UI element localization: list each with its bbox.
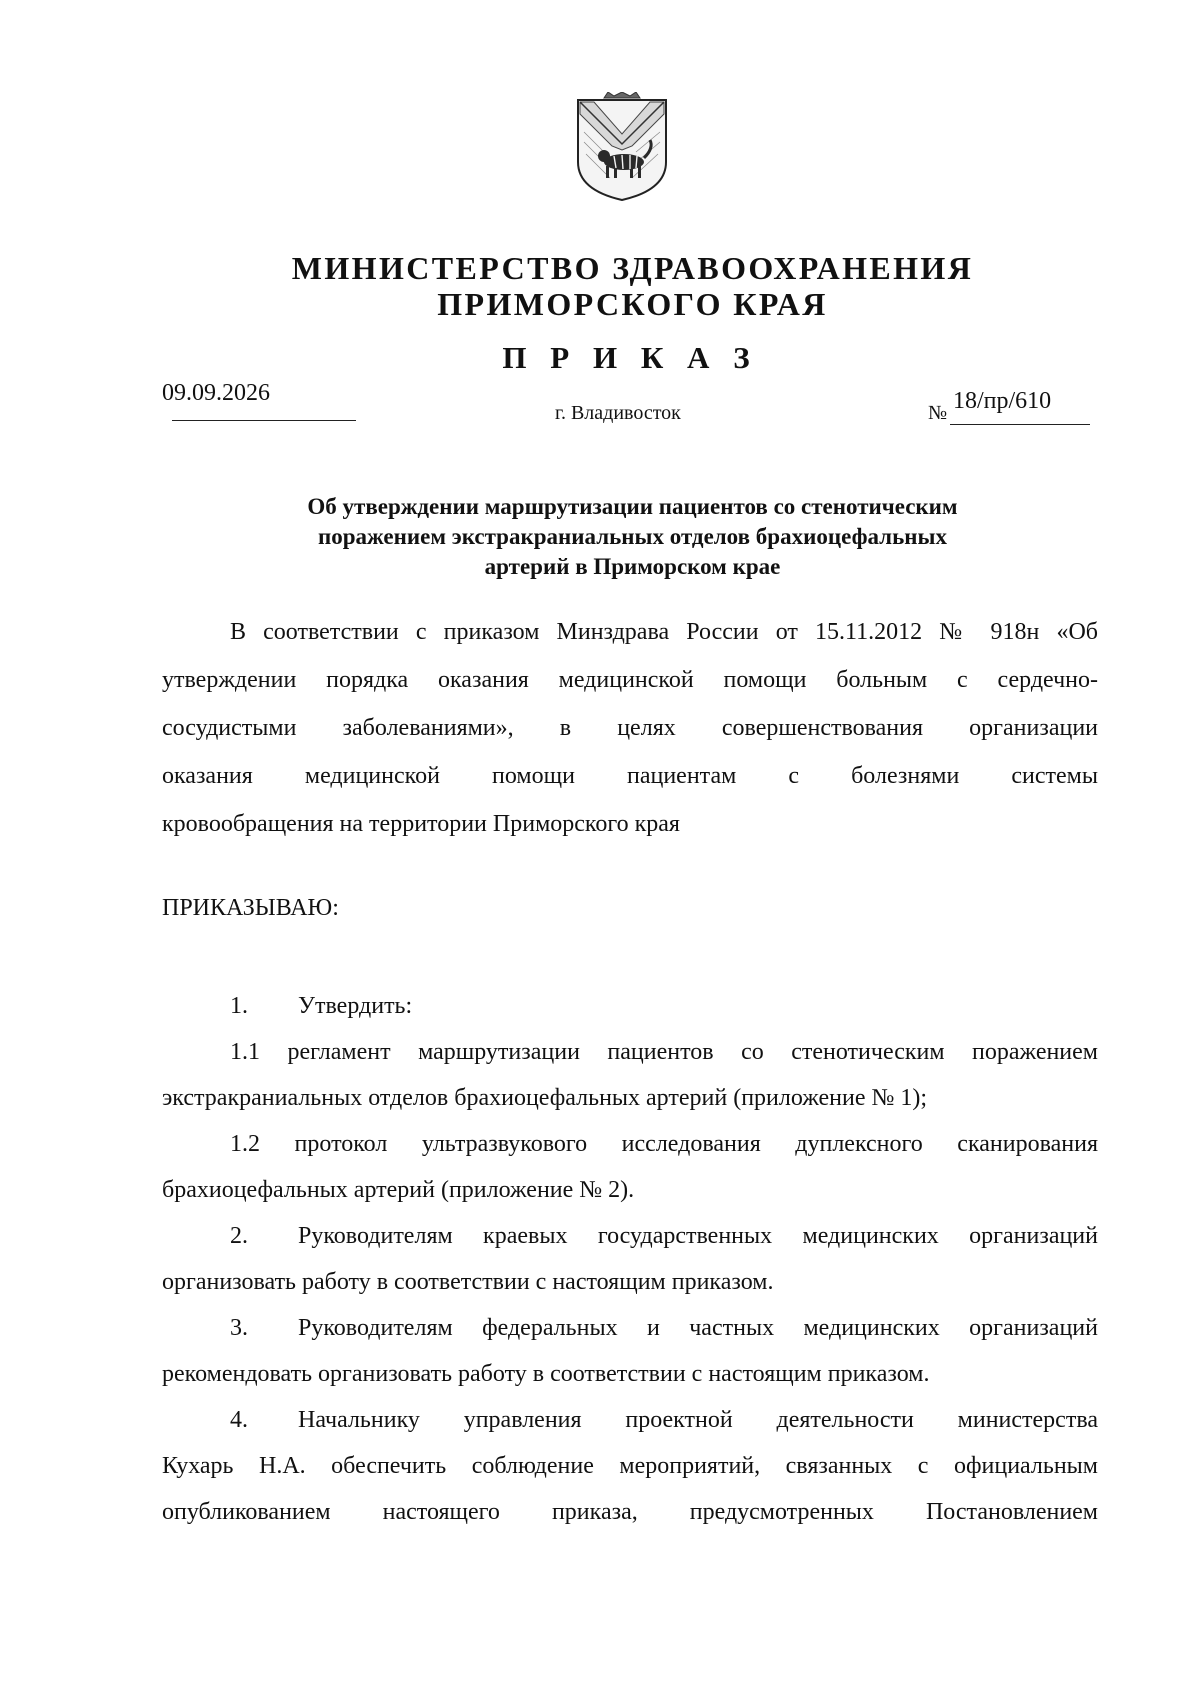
item-2: [162, 1213, 1098, 1259]
primorsky-krai-coat-of-arms-icon: [574, 92, 670, 202]
preamble: [162, 608, 1098, 848]
item-text: Руководителям краевых государственных медицинских организаций: [298, 1223, 1098, 1249]
order-verb: ПРИКАЗЫВАЮ:: [162, 895, 339, 921]
preamble-line: сосудистыми заболеваниями», в целях совершенствования организации: [162, 715, 1098, 741]
ministry-title-line2: ПРИМОРСКОГО КРАЯ: [437, 286, 828, 322]
preamble-line: утверждении порядка оказания медицинской помощи больным с сердечно-: [162, 667, 1098, 693]
item-4-line: Кухарь Н.А. обеспечить соблюдение мероприятий, связанных с официальным: [162, 1453, 1098, 1479]
item-text: Руководителям федеральных и частных медицинских организаций: [298, 1315, 1098, 1341]
item-1-1-line: экстракраниальных отделов брахиоцефальных артерий (приложение № 1);: [162, 1085, 928, 1111]
item-4: [162, 1397, 1098, 1443]
number-underline: [950, 424, 1090, 425]
item-2-line: организовать работу в соответствии с настоящим приказом.: [162, 1269, 774, 1295]
item-text: Начальнику управления проектной деятельности министерства: [298, 1407, 1098, 1433]
order-heading: П Р И К А З: [502, 340, 758, 375]
item-1-1-line: 1.1 регламент маршрутизации пациентов со стенотическим поражением: [230, 1039, 1098, 1065]
item-3-line: рекомендовать организовать работу в соответствии с настоящим приказом.: [162, 1361, 930, 1387]
item-1-2-line: брахиоцефальных артерий (приложение № 2).: [162, 1177, 635, 1203]
preamble-line: оказания медицинской помощи пациентам с болезнями системы: [162, 763, 1098, 789]
subject-line: Об утверждении маршрутизации пациентов со стенотическим: [307, 494, 958, 519]
item-number: 3.: [230, 1315, 248, 1341]
order-number: 18/пр/610: [953, 388, 1052, 414]
subject-line: артерий в Приморском крае: [484, 554, 781, 579]
preamble-line: кровообращения на территории Приморского края: [162, 811, 680, 837]
item-4-line: опубликованием настоящего приказа, предусмотренных Постановлением: [162, 1499, 1098, 1525]
ministry-title: [0, 250, 1200, 322]
subject-line: поражением экстракраниальных отделов брахиоцефальных: [318, 524, 947, 549]
item-number: 4.: [230, 1407, 248, 1433]
date-underline: [172, 420, 356, 421]
item-number: 1.: [230, 993, 248, 1019]
order-subject: [0, 492, 1200, 582]
order-date: 09.09.2026: [162, 380, 270, 406]
order-city: г. Владивосток: [555, 402, 681, 424]
order-items: [162, 983, 1098, 1535]
item-1-2-line: 1.2 протокол ультразвукового исследования дуплексного сканирования: [230, 1131, 1098, 1157]
order-number-label: №: [928, 402, 948, 424]
preamble-line: В соответствии с приказом Минздрава России от 15.11.2012 № 918н «Об: [230, 619, 1098, 645]
item-3: [162, 1305, 1098, 1351]
ministry-title-line1: МИНИСТЕРСТВО ЗДРАВООХРАНЕНИЯ: [291, 250, 974, 286]
item-1: [162, 983, 1098, 1029]
item-number: 2.: [230, 1223, 248, 1249]
item-text: Утвердить:: [298, 993, 413, 1019]
